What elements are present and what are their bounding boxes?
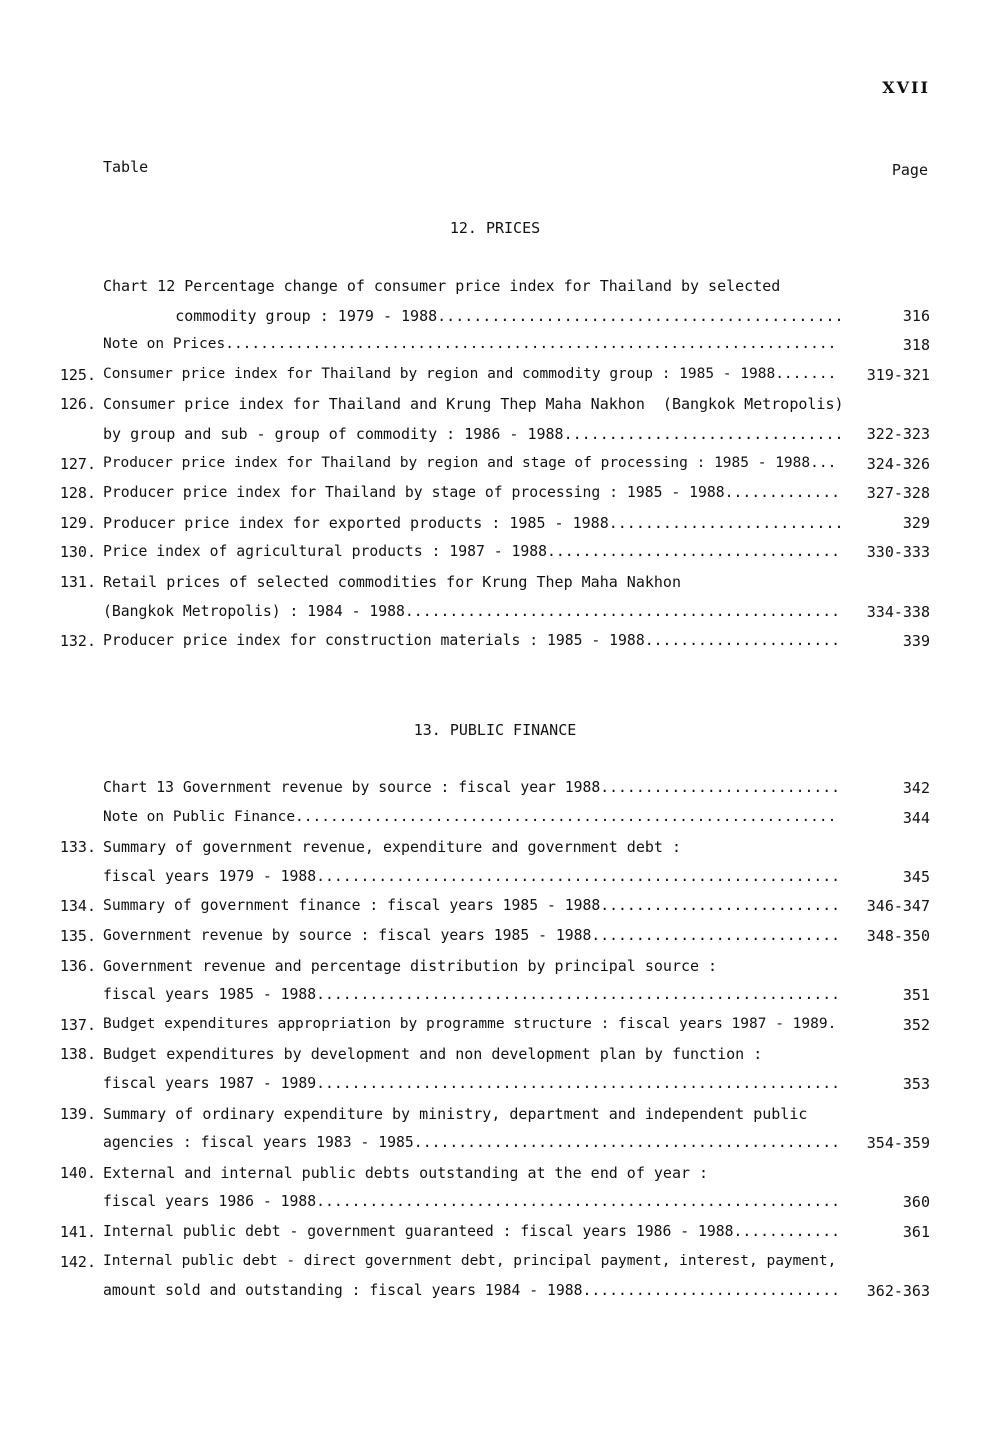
- table-title: fiscal years 1986 - 1988...........................................................: [103, 1193, 841, 1211]
- table-number: 133.: [59, 838, 96, 857]
- toc-entry-row: [0, 603, 990, 631]
- page-reference: 351: [902, 986, 930, 1005]
- page-reference: 324-326: [866, 454, 930, 473]
- table-title: Producer price index for construction materials : 1985 - 1988......................: [103, 632, 841, 650]
- table-title: Budget expenditures by development and non development plan by function :: [103, 1045, 763, 1064]
- toc-entry-row: [0, 277, 990, 305]
- table-title: Consumer price index for Thailand and Krung Thep Maha Nakhon (Bangkok Metropolis): [103, 395, 844, 414]
- table-title: fiscal years 1979 - 1988...........................................................: [103, 867, 841, 885]
- toc-entry-row: [0, 809, 990, 837]
- page-reference: 361: [902, 1223, 930, 1241]
- table-title: Summary of ordinary expenditure by ministry, department and independent public: [103, 1104, 808, 1123]
- toc-entry-row: [0, 1045, 990, 1073]
- toc-entry-row: [0, 425, 990, 453]
- table-title: Internal public debt - direct government debt, principal payment, interest, payment,: [103, 1252, 837, 1269]
- page-reference: 322-323: [866, 425, 930, 443]
- table-title: Chart 13 Government revenue by source : fiscal year 1988...........................: [103, 779, 841, 796]
- table-number: 134.: [59, 897, 96, 916]
- toc-entry-row: [0, 868, 990, 896]
- page-reference: 339: [902, 632, 930, 651]
- table-title: commodity group : 1979 - 1988.............................................: [103, 306, 844, 325]
- page-reference: 352: [902, 1015, 930, 1034]
- table-title: Government revenue by source : fiscal years 1985 - 1988............................: [103, 927, 841, 944]
- table-number: 136.: [59, 956, 96, 975]
- toc-entry-row: [0, 543, 990, 571]
- toc-entry-row: [0, 336, 990, 364]
- page-reference: 316: [902, 306, 930, 325]
- table-title: agencies : fiscal years 1983 - 1985................................................: [103, 1134, 841, 1152]
- toc-entry-row: [0, 1075, 990, 1103]
- page-reference: 330-333: [866, 543, 930, 562]
- table-number: 137.: [59, 1015, 96, 1034]
- table-number: 128.: [59, 484, 96, 503]
- table-title: by group and sub - group of commodity : 1986 - 1988...............................: [103, 425, 844, 443]
- section-title-prices: 12. PRICES: [449, 219, 541, 237]
- table-title: Retail prices of selected commodities for Krung Thep Maha Nakhon: [103, 573, 681, 591]
- toc-entry-row: [0, 838, 990, 866]
- toc-entry-row: [0, 307, 990, 335]
- table-title: Note on Public Finance..............................................................: [103, 808, 837, 825]
- page-reference: 327-328: [866, 484, 930, 503]
- toc-entry-row: [0, 455, 990, 483]
- table-number: 131.: [59, 573, 96, 591]
- table-number: 142.: [59, 1252, 96, 1271]
- page-reference: 354-359: [866, 1134, 930, 1153]
- table-title: Producer price index for Thailand by region and stage of processing : 1985 - 1988...: [103, 454, 837, 471]
- toc-entry-row: [0, 927, 990, 955]
- table-number: 141.: [59, 1223, 96, 1241]
- table-title: Summary of government finance : fiscal years 1985 - 1988...........................: [103, 897, 841, 915]
- page-reference: 319-321: [866, 365, 930, 384]
- toc-entry-row: [0, 1193, 990, 1221]
- table-title: Summary of government revenue, expenditure and government debt :: [103, 838, 681, 857]
- toc-entry-row: [0, 779, 990, 807]
- table-column-label: Table: [103, 158, 149, 176]
- page-reference: 362-363: [866, 1282, 930, 1301]
- table-title: Internal public debt - government guaranteed : fiscal years 1986 - 1988............: [103, 1223, 841, 1240]
- toc-entry-row: [0, 632, 990, 660]
- toc-entry-row: [0, 514, 990, 542]
- table-number: 125.: [59, 365, 96, 384]
- toc-entry-row: [0, 484, 990, 512]
- table-number: 129.: [59, 513, 96, 532]
- table-title: fiscal years 1987 - 1989...........................................................: [103, 1075, 841, 1092]
- toc-entry-row: [0, 986, 990, 1014]
- page-reference: 344: [902, 808, 930, 827]
- page-reference: 345: [902, 867, 930, 886]
- table-title: Producer price index for exported products : 1985 - 1988..........................: [103, 513, 844, 532]
- page-column-label: Page: [891, 161, 928, 179]
- page-reference: 346-347: [866, 897, 930, 916]
- table-title: External and internal public debts outstanding at the end of year :: [103, 1163, 709, 1182]
- table-number: 126.: [59, 395, 96, 414]
- table-title: Producer price index for Thailand by stage of processing : 1985 - 1988.............: [103, 484, 841, 502]
- page-reference: 348-350: [866, 927, 930, 945]
- toc-entry-row: [0, 957, 990, 985]
- page-number: XVII: [882, 78, 930, 97]
- table-title: (Bangkok Metropolis) : 1984 - 1988.................................................: [103, 602, 841, 620]
- toc-entry-row: [0, 395, 990, 423]
- table-title: Chart 12 Percentage change of consumer price index for Thailand by selected: [103, 277, 781, 295]
- table-title: amount sold and outstanding : fiscal years 1984 - 1988.............................: [103, 1282, 841, 1300]
- table-title: Price index of agricultural products : 1987 - 1988.................................: [103, 543, 841, 561]
- table-number: 138.: [59, 1045, 96, 1064]
- table-number: 132.: [59, 632, 96, 651]
- toc-entry-row: [0, 1016, 990, 1044]
- section-title-public-finance: 13. PUBLIC FINANCE: [413, 721, 577, 739]
- page-reference: 329: [902, 513, 930, 532]
- table-title: Budget expenditures appropriation by programme structure : fiscal years 1987 - 1989.: [103, 1015, 837, 1032]
- toc-entry-row: [0, 1253, 990, 1281]
- table-title: fiscal years 1985 - 1988...........................................................: [103, 986, 841, 1004]
- toc-entry-row: [0, 1223, 990, 1251]
- table-title: Note on Prices......................................................................: [103, 336, 837, 353]
- page-reference: 360: [902, 1193, 930, 1212]
- page-reference: 334-338: [866, 602, 930, 621]
- table-title: Consumer price index for Thailand by region and commodity group : 1985 - 1988.......: [103, 365, 837, 382]
- table-number: 130.: [59, 543, 96, 562]
- toc-entry-row: [0, 1282, 990, 1310]
- toc-entry-row: [0, 1164, 990, 1192]
- table-title: Government revenue and percentage distribution by principal source :: [103, 956, 718, 975]
- table-number: 127.: [59, 454, 96, 473]
- page-reference: 318: [902, 336, 930, 355]
- toc-entry-row: [0, 1134, 990, 1162]
- toc-entry-row: [0, 897, 990, 925]
- table-number: 139.: [59, 1104, 96, 1123]
- page-reference: 342: [902, 779, 930, 797]
- table-number: 135.: [59, 927, 96, 945]
- toc-entry-row: [0, 1105, 990, 1133]
- page-reference: 353: [902, 1075, 930, 1093]
- toc-entry-row: [0, 573, 990, 601]
- table-number: 140.: [59, 1163, 96, 1182]
- toc-entry-row: [0, 366, 990, 394]
